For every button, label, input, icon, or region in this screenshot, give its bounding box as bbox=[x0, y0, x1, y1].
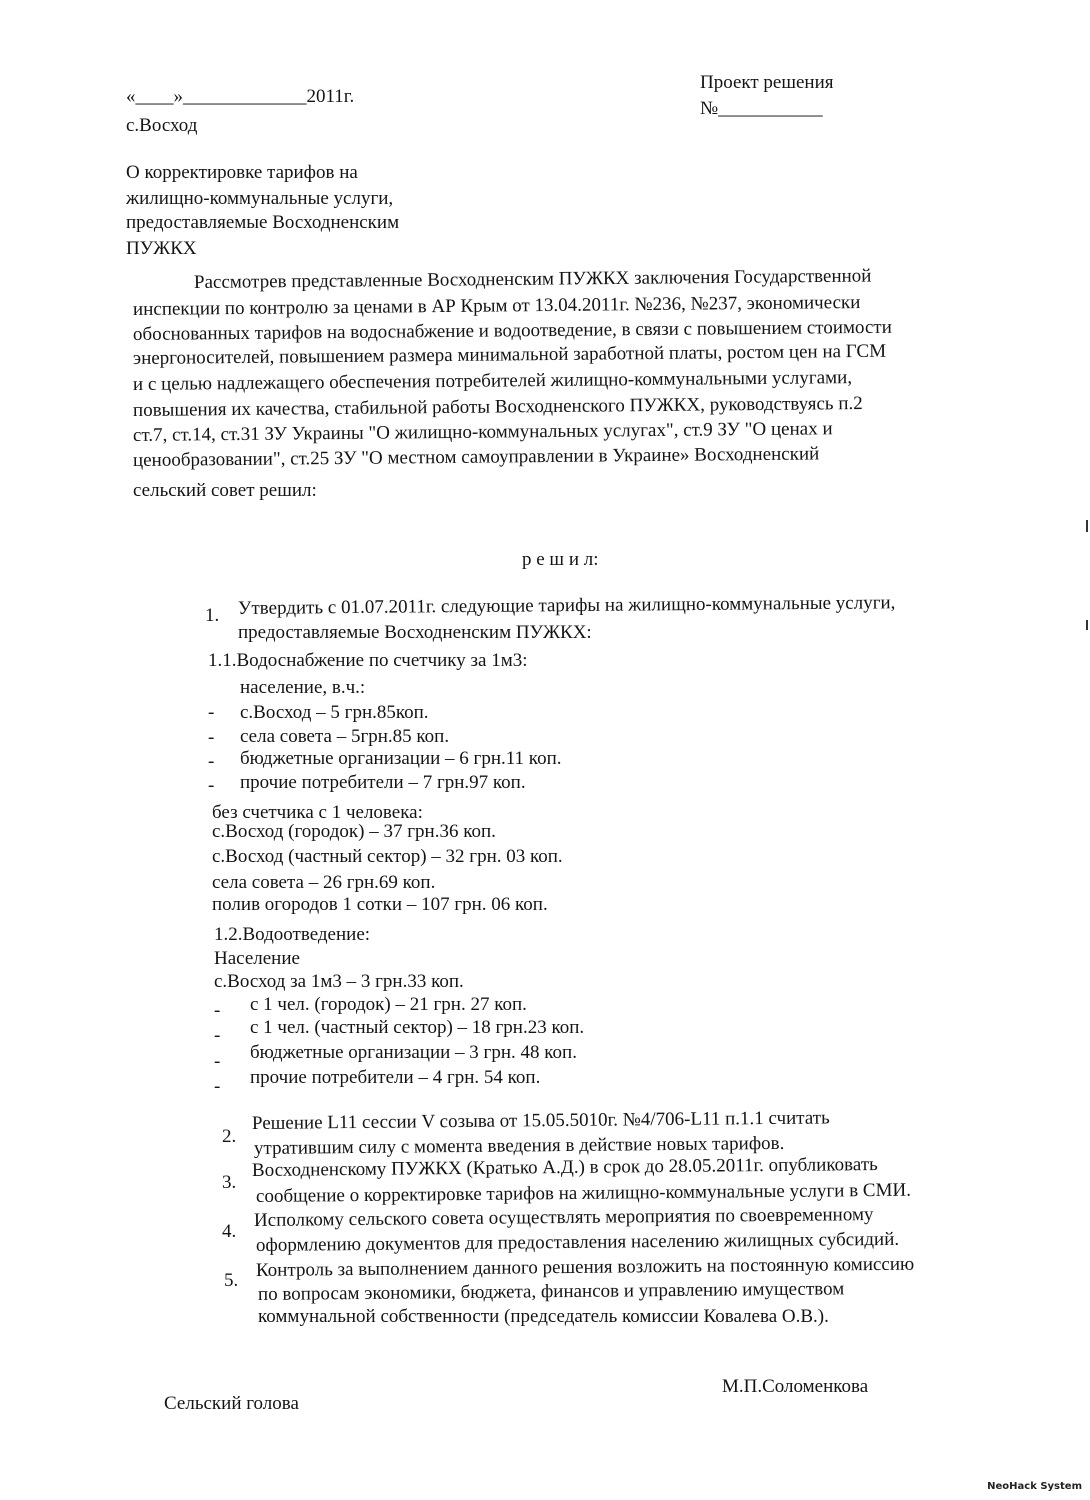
list-dash: - bbox=[214, 1000, 221, 1021]
subject-line: О корректировке тарифов на bbox=[126, 162, 358, 183]
tariff-item: с 1 чел. (частный сектор) – 18 грн.23 коп. bbox=[250, 1017, 585, 1038]
tariff-item: прочие потребители – 4 грн. 54 коп. bbox=[250, 1067, 541, 1088]
tariff-item: прочие потребители – 7 грн.97 коп. bbox=[240, 772, 526, 793]
item-line: сообщение о корректировке тарифов на жилищно-коммунальные услуги в СМИ. bbox=[255, 1179, 912, 1207]
date-line: «____»_____________2011г. bbox=[126, 86, 355, 107]
preamble-line: сельский совет решил: bbox=[133, 480, 317, 501]
section-subheading: Население bbox=[214, 948, 300, 969]
tariff-item: бюджетные организации – 6 грн.11 коп. bbox=[240, 748, 562, 769]
item-line: Восходненскому ПУЖКХ (Кратько А.Д.) в срок до 28.05.2011г. опубликовать bbox=[251, 1153, 878, 1181]
list-dash: - bbox=[214, 1025, 221, 1046]
preamble-line: энергоносителей, повышением размера минимальной заработной платы, ростом цен на ГСМ bbox=[132, 340, 887, 369]
item-line: Решение L11 сессии V созыва от 15.05.5010г. №4/706-L11 п.1.1 считать bbox=[251, 1107, 830, 1134]
preamble-line: ценообразовании", ст.25 ЗУ "О местном самоуправлении в Украине» Восходненский bbox=[132, 443, 820, 471]
preamble-line: и с целью надлежащего обеспечения потребителей жилищно-коммунальными услугами, bbox=[132, 367, 853, 395]
item-number: 5. bbox=[224, 1270, 239, 1291]
tariff-item: с.Восход за 1м3 – 3 грн.33 коп. bbox=[214, 971, 464, 992]
tariff-item: с 1 чел. (городок) – 21 грн. 27 коп. bbox=[250, 994, 527, 1015]
scan-edge-mark bbox=[1086, 620, 1088, 630]
section-heading: 1.2.Водоотведение: bbox=[214, 924, 371, 945]
tariff-item: села совета – 5грн.85 коп. bbox=[240, 726, 450, 747]
draft-number: №___________ bbox=[700, 98, 823, 119]
item-number: 2. bbox=[222, 1126, 237, 1147]
item-line: Исполкому сельского совета осуществлять мероприятия по своевременному bbox=[253, 1204, 874, 1231]
preamble-line: инспекции по контролю за ценами в АР Крым от 13.04.2011г. №236, №237, экономически bbox=[132, 292, 861, 320]
list-dash: - bbox=[214, 1076, 221, 1097]
tariff-item: полив огородов 1 сотки – 107 грн. 06 коп. bbox=[212, 894, 548, 915]
tariff-item: с.Восход – 5 грн.85коп. bbox=[240, 702, 429, 723]
signature-name: М.П.Соломенкова bbox=[722, 1376, 869, 1397]
subject-line: жилищно-коммунальные услуги, bbox=[126, 188, 394, 209]
section-subheading: без счетчика с 1 человека: bbox=[212, 802, 423, 823]
list-dash: - bbox=[208, 727, 215, 748]
decision-heading: р е ш и л: bbox=[522, 549, 599, 570]
tariff-item: села совета – 26 грн.69 коп. bbox=[212, 872, 436, 893]
tariff-item: с.Восход (городок) – 37 грн.36 коп. bbox=[212, 821, 496, 842]
item-line: Утвердить с 01.07.2011г. следующие тарифы на жилищно-коммунальные услуги, bbox=[237, 592, 896, 619]
draft-title: Проект решения bbox=[700, 72, 834, 93]
item-line: оформлению документов для предоставления населению жилищных субсидий. bbox=[255, 1228, 900, 1256]
item-number: 4. bbox=[222, 1221, 237, 1242]
preamble-line: Рассмотрев представленные Восходненским ПУЖКХ заключения Государственной bbox=[193, 265, 872, 293]
item-number: 3. bbox=[222, 1172, 237, 1193]
section-subheading: население, в.ч.: bbox=[240, 677, 366, 698]
preamble-line: обоснованных тарифов на водоснабжение и водоотведение, в связи с повышением стоимости bbox=[132, 316, 892, 345]
preamble-line: повышения их качества, стабильной работы Восходненского ПУЖКХ, руководствуясь п.2 bbox=[132, 392, 863, 421]
place-name: с.Восход bbox=[126, 115, 198, 136]
scan-edge-mark bbox=[1086, 520, 1088, 532]
preamble-line: ст.7, ст.14, ст.31 ЗУ Украины "О жилищно-коммунальных услугах", ст.9 ЗУ "О ценах и bbox=[132, 418, 833, 446]
item-line: Контроль за выполнением данного решения возложить на постоянную комиссию bbox=[255, 1253, 915, 1281]
signature-position: Сельский голова bbox=[164, 1393, 299, 1414]
item-line: коммунальной собственности (председатель комиссии Ковалева О.В.). bbox=[258, 1306, 829, 1327]
tariff-item: с.Восход (частный сектор) – 32 грн. 03 коп. bbox=[212, 846, 563, 867]
section-heading: 1.1.Водоснабжение по счетчику за 1м3: bbox=[208, 650, 528, 671]
item-line: утратившим силу с момента введения в действие новых тарифов. bbox=[253, 1132, 785, 1159]
tariff-item: бюджетные организации – 3 грн. 48 коп. bbox=[250, 1042, 577, 1063]
item-line: по вопросам экономики, бюджета, финансов и управлению имуществом bbox=[257, 1278, 845, 1305]
subject-line: ПУЖКХ bbox=[126, 238, 197, 259]
list-dash: - bbox=[208, 775, 215, 796]
item-line: предоставляемые Восходненским ПУЖКХ: bbox=[238, 622, 592, 643]
list-dash: - bbox=[208, 702, 215, 723]
list-dash: - bbox=[208, 751, 215, 772]
watermark: NeoHack System bbox=[987, 1481, 1082, 1492]
subject-line: предоставляемые Восходненским bbox=[126, 212, 400, 233]
list-dash: - bbox=[214, 1051, 221, 1072]
item-number: 1. bbox=[205, 605, 220, 626]
